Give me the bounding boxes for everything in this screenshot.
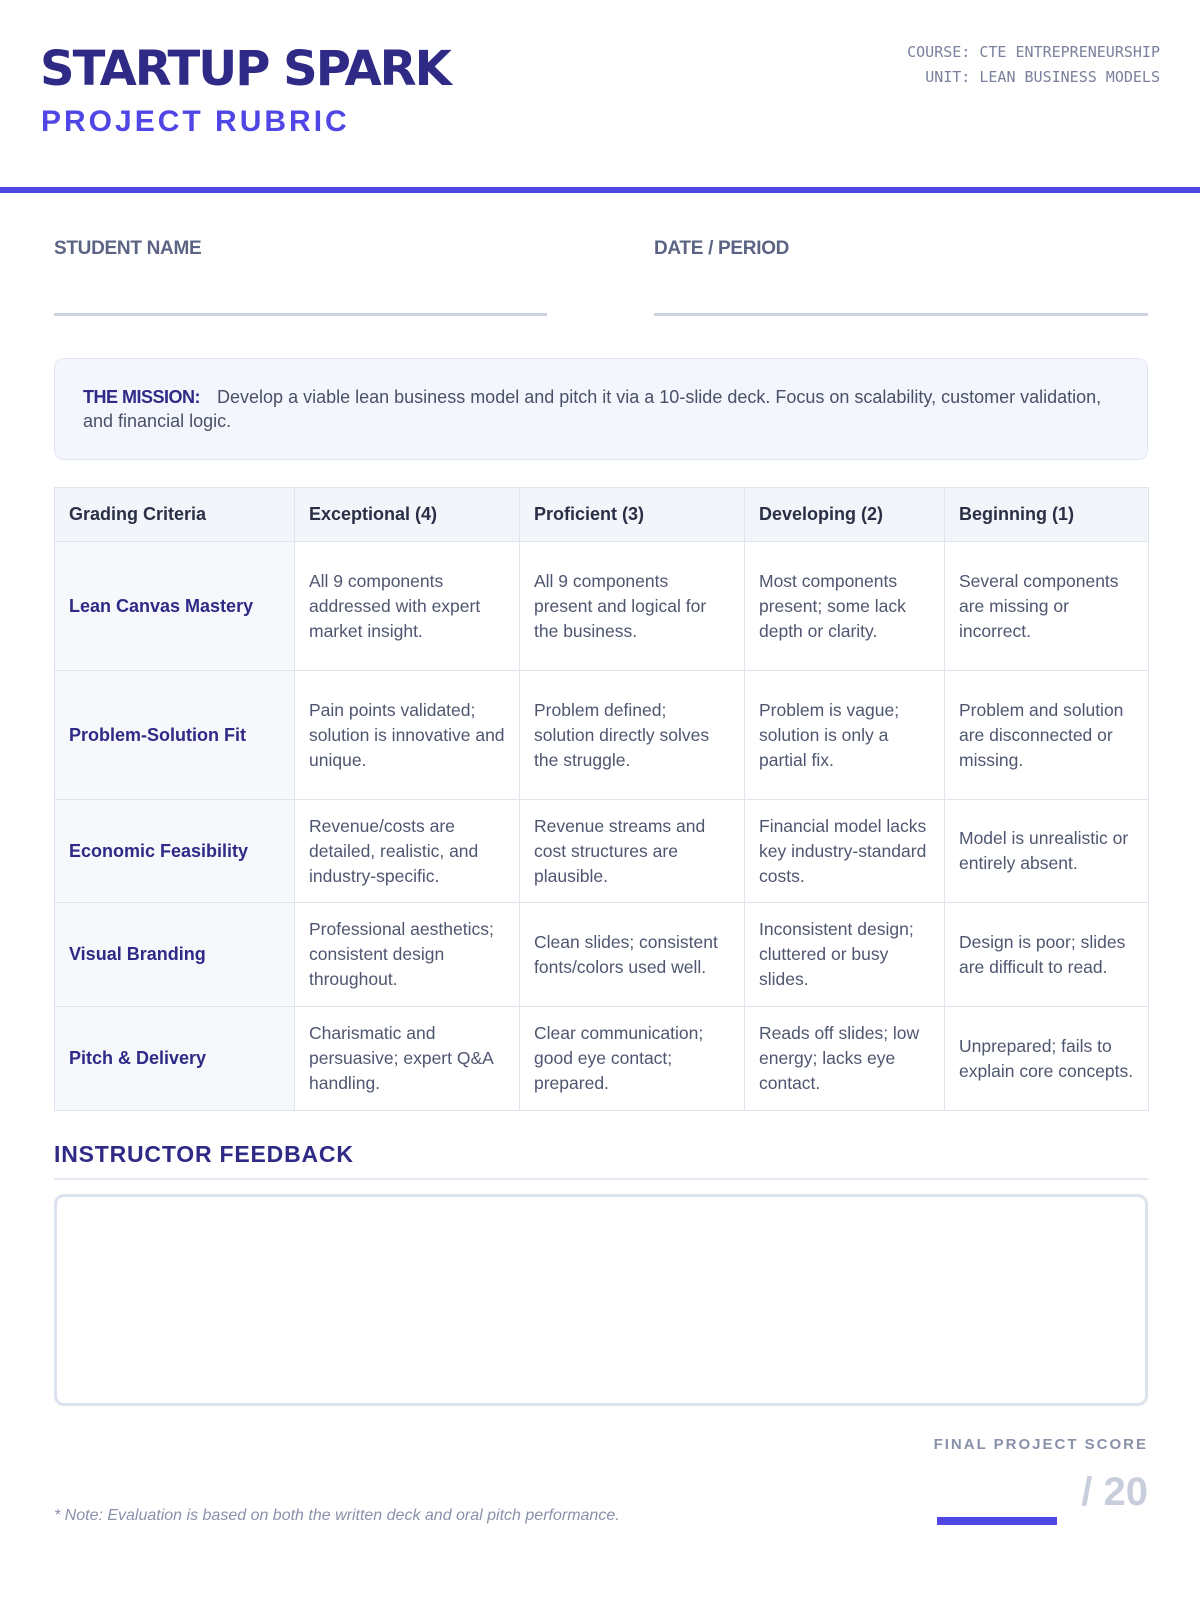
student-name-label: STUDENT NAME <box>54 238 202 259</box>
rubric-table <box>54 487 1149 1111</box>
criteria-cell: Visual Branding <box>55 903 295 1007</box>
mission-label: THE MISSION: <box>83 387 201 407</box>
criteria-cell: Pitch & Delivery <box>55 1007 295 1111</box>
table-row <box>55 542 1149 671</box>
table-row <box>55 800 1149 903</box>
header-criteria: Grading Criteria <box>55 488 295 542</box>
beginning-cell: Problem and solution are disconnected or missing. <box>945 671 1149 800</box>
header-beginning: Beginning (1) <box>945 488 1149 542</box>
table-row <box>55 1007 1149 1111</box>
unit-label: UNIT: LEAN BUSINESS MODELS <box>925 68 1160 86</box>
criteria-cell: Lean Canvas Mastery <box>55 542 295 671</box>
feedback-input[interactable] <box>54 1194 1148 1406</box>
page-title: STARTUP SPARK <box>40 41 450 97</box>
beginning-cell: Several components are missing or incorrect. <box>945 542 1149 671</box>
score-label: FINAL PROJECT SCORE <box>933 1436 1148 1453</box>
table-row <box>55 671 1149 800</box>
developing-cell: Reads off slides; low energy; lacks eye contact. <box>745 1007 945 1111</box>
beginning-cell: Model is unrealistic or entirely absent. <box>945 800 1149 903</box>
course-meta <box>907 40 1160 90</box>
exceptional-cell: All 9 components addressed with expert market insight. <box>295 542 520 671</box>
student-name-field[interactable] <box>54 313 547 316</box>
proficient-cell: Problem defined; solution directly solves the struggle. <box>520 671 745 800</box>
header-exceptional: Exceptional (4) <box>295 488 520 542</box>
exceptional-cell: Pain points validated; solution is innovative and unique. <box>295 671 520 800</box>
proficient-cell: Clear communication; good eye contact; prepared. <box>520 1007 745 1111</box>
exceptional-cell: Charismatic and persuasive; expert Q&A handling. <box>295 1007 520 1111</box>
page-subtitle: PROJECT RUBRIC <box>41 105 350 138</box>
date-period-field[interactable] <box>654 313 1148 316</box>
developing-cell: Inconsistent design; cluttered or busy slides. <box>745 903 945 1007</box>
score-total: / 20 <box>1081 1470 1148 1514</box>
header-proficient: Proficient (3) <box>520 488 745 542</box>
developing-cell: Financial model lacks key industry-standard costs. <box>745 800 945 903</box>
score-input[interactable] <box>937 1517 1057 1525</box>
date-period-label: DATE / PERIOD <box>654 238 790 259</box>
proficient-cell: Revenue streams and cost structures are plausible. <box>520 800 745 903</box>
mission-text: Develop a viable lean business model and pitch it via a 10-slide deck. Focus on scalability, customer validation, and financial logic. <box>83 387 1102 431</box>
beginning-cell: Unprepared; fails to explain core concepts. <box>945 1007 1149 1111</box>
exceptional-cell: Revenue/costs are detailed, realistic, and industry-specific. <box>295 800 520 903</box>
criteria-cell: Economic Feasibility <box>55 800 295 903</box>
rubric-header-row <box>55 488 1149 542</box>
proficient-cell: Clean slides; consistent fonts/colors used well. <box>520 903 745 1007</box>
feedback-title: INSTRUCTOR FEEDBACK <box>54 1141 354 1167</box>
course-label: COURSE: CTE ENTREPRENEURSHIP <box>907 43 1160 61</box>
table-row <box>55 903 1149 1007</box>
developing-cell: Most components present; some lack depth or clarity. <box>745 542 945 671</box>
exceptional-cell: Professional aesthetics; consistent design throughout. <box>295 903 520 1007</box>
beginning-cell: Design is poor; slides are difficult to read. <box>945 903 1149 1007</box>
criteria-cell: Problem-Solution Fit <box>55 671 295 800</box>
mission-box <box>54 358 1148 460</box>
header-developing: Developing (2) <box>745 488 945 542</box>
developing-cell: Problem is vague; solution is only a partial fix. <box>745 671 945 800</box>
feedback-divider <box>54 1178 1148 1180</box>
page-header <box>0 0 1200 193</box>
footnote: * Note: Evaluation is based on both the written deck and oral pitch performance. <box>54 1507 620 1524</box>
proficient-cell: All 9 components present and logical for the business. <box>520 542 745 671</box>
